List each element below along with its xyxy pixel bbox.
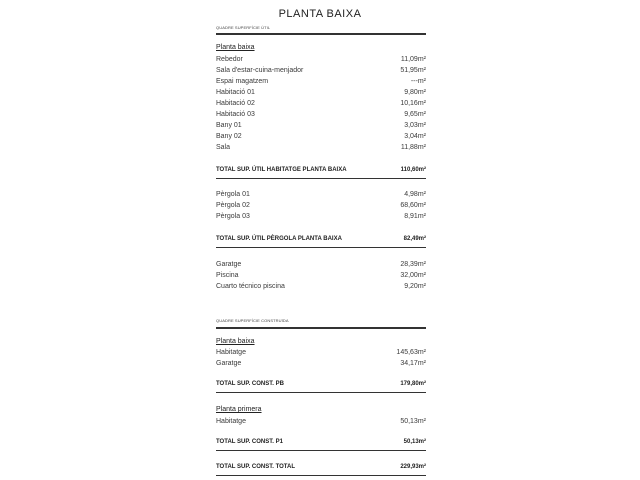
table-row: Bany 01 3,03m² bbox=[216, 122, 426, 129]
constructed-heading: QUADRE SUPERFÍCIE CONSTRUÏDA bbox=[216, 318, 289, 323]
util-ground-title: Planta baixa bbox=[216, 44, 255, 51]
util-heading-rule bbox=[216, 33, 426, 35]
constructed-first-title: Planta primera bbox=[216, 406, 262, 413]
constructed-grand-total-row: TOTAL SUP. CONST. TOTAL 229,93m² bbox=[216, 464, 426, 476]
table-row: Pèrgola 02 68,60m² bbox=[216, 202, 426, 209]
table-row: Habitació 01 9,80m² bbox=[216, 89, 426, 96]
util-ground-total-row: TOTAL SUP. ÚTIL HABITATGE PLANTA BAIXA 110,60m² bbox=[216, 167, 426, 179]
table-row: Habitatge 145,63m² bbox=[216, 349, 426, 356]
table-row: Pèrgola 03 8,91m² bbox=[216, 213, 426, 220]
util-pergola-total-row: TOTAL SUP. ÚTIL PÈRGOLA PLANTA BAIXA 82,49m² bbox=[216, 236, 426, 248]
table-row: Piscina 32,00m² bbox=[216, 272, 426, 279]
constructed-ground-title: Planta baixa bbox=[216, 338, 255, 345]
util-heading: QUADRE SUPERFÍCIE ÚTIL bbox=[216, 25, 271, 30]
table-row: Sala d'estar-cuina-menjador 51,95m² bbox=[216, 67, 426, 74]
constructed-ground-total-row: TOTAL SUP. CONST. PB 179,80m² bbox=[216, 381, 426, 393]
table-row: Habitació 03 9,65m² bbox=[216, 111, 426, 118]
table-row: Garatge 34,17m² bbox=[216, 360, 426, 367]
page-title: PLANTA BAIXA bbox=[278, 8, 362, 20]
table-row: Sala 11,88m² bbox=[216, 144, 426, 151]
table-row: Bany 02 3,04m² bbox=[216, 133, 426, 140]
table-row: Habitatge 50,13m² bbox=[216, 418, 426, 425]
table-row: Rebedor 11,09m² bbox=[216, 56, 426, 63]
table-row: Cuarto técnico piscina 9,20m² bbox=[216, 283, 426, 290]
table-row: Espai magatzem ---m² bbox=[216, 78, 426, 85]
table-row: Pèrgola 01 4,98m² bbox=[216, 191, 426, 198]
constructed-first-total-row: TOTAL SUP. CONST. P1 50,13m² bbox=[216, 439, 426, 451]
constructed-heading-rule bbox=[216, 327, 426, 329]
table-row: Habitació 02 10,16m² bbox=[216, 100, 426, 107]
table-row: Garatge 28,39m² bbox=[216, 261, 426, 268]
